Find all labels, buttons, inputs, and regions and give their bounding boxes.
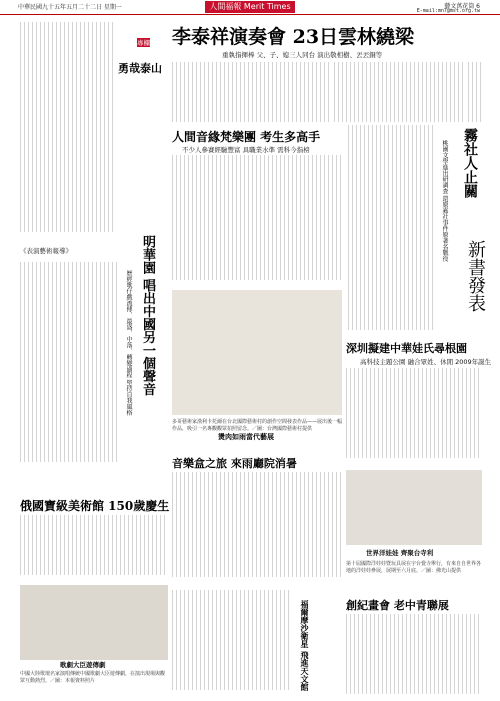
art-exhibit-caption: 多哥藝術家漢利卡托爾在台北國際藝術村的創作空間發表作品——展出後一幅作品，吸引一名專觀觀眾拍照留念。／圖：台灣國際藝術村提供 <box>172 419 343 432</box>
contact-email: E-mail:mn7@mst.org.tw <box>416 8 480 14</box>
column-byline: 勇哉泰山 <box>118 62 162 75</box>
fuhui-headline: 福爾摩沙衛星 飛進天文館 <box>300 600 310 691</box>
music-box-body <box>172 472 342 577</box>
art-exhibit-title: 燙肉如雨當代藝展 <box>218 432 274 441</box>
dolls-title: 世界洋娃娃 齊聚台寺利 <box>366 549 434 557</box>
drama-photo <box>20 585 168 660</box>
chuangji-body <box>346 614 482 694</box>
lead-body-far <box>468 62 484 122</box>
opera-body <box>20 262 118 462</box>
fog-body <box>348 125 436 330</box>
opera-headline: 明華園 唱出中國另一個聲音 <box>140 235 155 396</box>
choir-body <box>172 155 342 280</box>
music-box-headline: 音樂盒之旅 來雨廳院消暑 <box>172 457 297 470</box>
lead-body-left <box>172 62 330 122</box>
dolls-photo <box>346 470 482 545</box>
shenzhen-headline: 深圳擬建中華娃氏尋根園 <box>346 342 467 355</box>
shenzhen-subheadline: 高科技主題公園 融合眾姓、休閒 2009年誕生 <box>360 358 492 366</box>
russia-headline: 俄國寶級美術館 150歲慶生 <box>20 499 170 513</box>
choir-headline: 人間音緣梵樂團 考生多高手 <box>172 130 321 144</box>
dolls-caption: 第十屆國際洋娃娃暨玩具展在宇台覺寺舉行，有來自自世界各地的洋娃娃參展，展期至六月底。／圖：佛光山提供 <box>346 561 482 574</box>
shenzhen-body <box>346 368 482 458</box>
column-tag: 專欄 <box>137 39 150 47</box>
choir-subheadline: 不少人參賽經驗豐富 具職業水準 需科今指榜 <box>182 146 310 154</box>
art-exhibit-photo <box>172 290 342 415</box>
opera-subheadline: 歷經歌仔戲流傳、最盛、中落、轉變過程 堅持自我風格 <box>125 270 132 416</box>
lead-headline: 李泰祥演奏會 23日雲林繞梁 <box>172 26 415 48</box>
opera-tag: 《表演藝術報導》 <box>20 247 72 255</box>
drama-title: 歌劇大臣遊傳劇 <box>60 661 106 669</box>
fog-subheadline: 桃園文學進出研調查 還原霧社事件原著名戰役 <box>441 140 448 262</box>
section-label: 藝文萬花筒 6 <box>444 3 480 10</box>
lead-subheadline: 重執指揮棒 父、子、媳三人同台 演出敬相樹、丟丟銅等 <box>222 51 383 59</box>
fog-headline: 霧社人止關 <box>462 128 478 198</box>
issue-date: 中華民國九十五年五月二十二日 星期一 <box>18 4 122 11</box>
column-body <box>20 22 116 232</box>
russia-body <box>20 515 168 575</box>
lead-body-right <box>334 62 464 122</box>
fuhui-body <box>172 590 292 690</box>
chuangji-headline: 創紀畫會 老中青聯展 <box>346 599 449 612</box>
masthead: 人間福報 Merit Times <box>205 1 295 13</box>
drama-caption: 中國大陸歌壇名家演唱傳統中國歌劇大臣遊傳劇，在演出現場與觀眾互動熱烈。／圖：本報資料照片 <box>20 671 166 684</box>
fog-tail: 新書發表 <box>465 240 486 312</box>
page-header <box>0 0 500 15</box>
